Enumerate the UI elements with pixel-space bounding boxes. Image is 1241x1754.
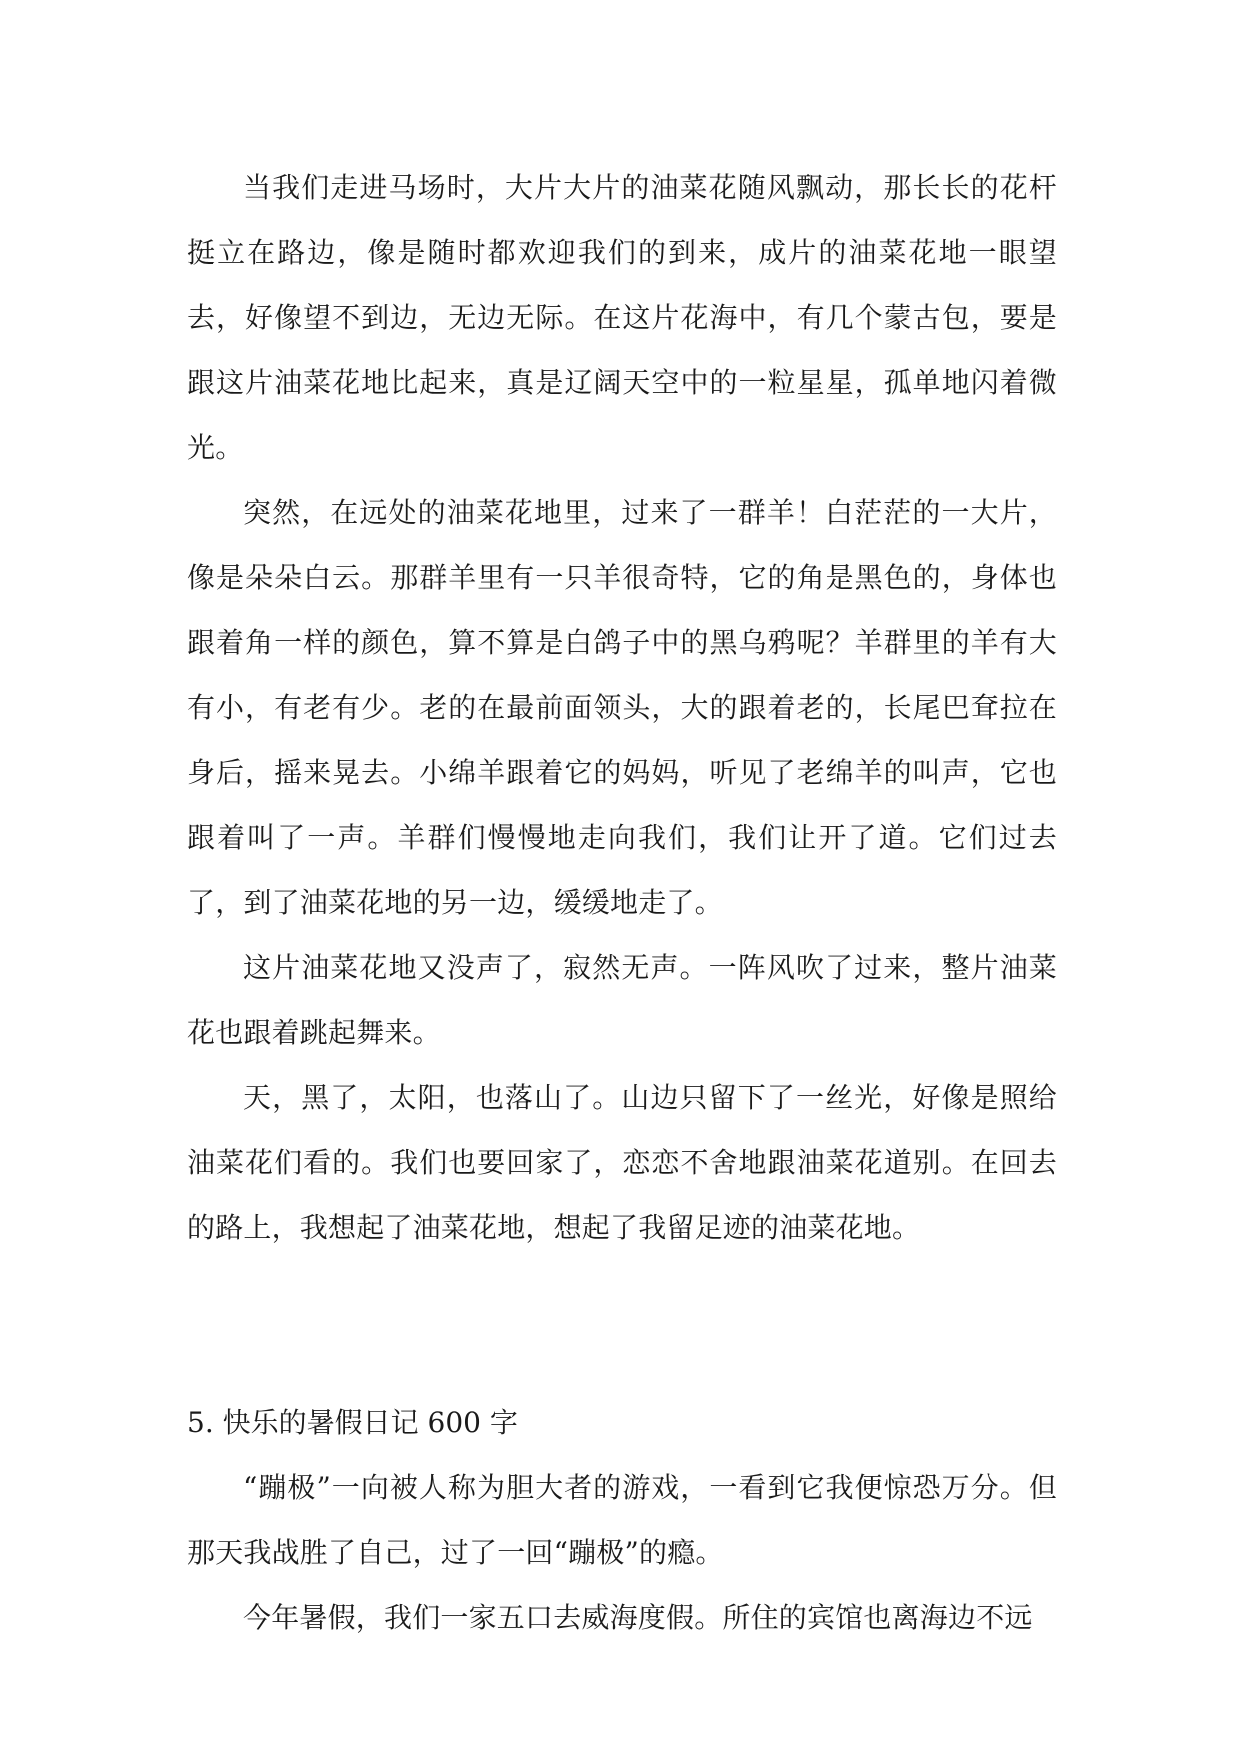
paragraph: 今年暑假，我们一家五口去威海度假。所住的宾馆也离海边不远	[243, 1601, 1033, 1634]
paragraph: 这片油菜花地又没声了，寂然无声。一阵风吹了过来，整片油菜花也跟着跳起舞来。	[187, 951, 1057, 1049]
section-heading: 5. 快乐的暑假日记 600 字	[187, 1406, 518, 1439]
document-body	[187, 155, 1057, 1650]
paragraph: “蹦极”一向被人称为胆大者的游戏，一看到它我便惊恐万分。但那天我战胜了自己，过了一回“蹦极”的瘾。	[187, 1471, 1057, 1569]
section-spacer	[187, 1260, 1057, 1390]
paragraph: 天，黑了，太阳，也落山了。山边只留下了一丝光，好像是照给油菜花们看的。我们也要回家了，恋恋不舍地跟油菜花道别。在回去的路上，我想起了油菜花地，想起了我留足迹的油菜花地。	[187, 1081, 1057, 1244]
paragraph: 当我们走进马场时，大片大片的油菜花随风飘动，那长长的花杆挺立在路边，像是随时都欢迎我们的到来，成片的油菜花地一眼望去，好像望不到边，无边无际。在这片花海中，有几个蒙古包，要是跟这片油菜花地比起来，真是辽阔天空中的一粒星星，孤单地闪着微光。	[187, 171, 1057, 464]
paragraph: 突然，在远处的油菜花地里，过来了一群羊！白茫茫的一大片，像是朵朵白云。那群羊里有一只羊很奇特，它的角是黑色的，身体也跟着角一样的颜色，算不算是白鸽子中的黑乌鸦呢？羊群里的羊有大有小，有老有少。老的在最前面领头，大的跟着老的，长尾巴耷拉在身后，摇来晃去。小绵羊跟着它的妈妈，听见了老绵羊的叫声，它也跟着叫了一声。羊群们慢慢地走向我们，我们让开了道。它们过去了，到了油菜花地的另一边，缓缓地走了。	[187, 496, 1057, 919]
